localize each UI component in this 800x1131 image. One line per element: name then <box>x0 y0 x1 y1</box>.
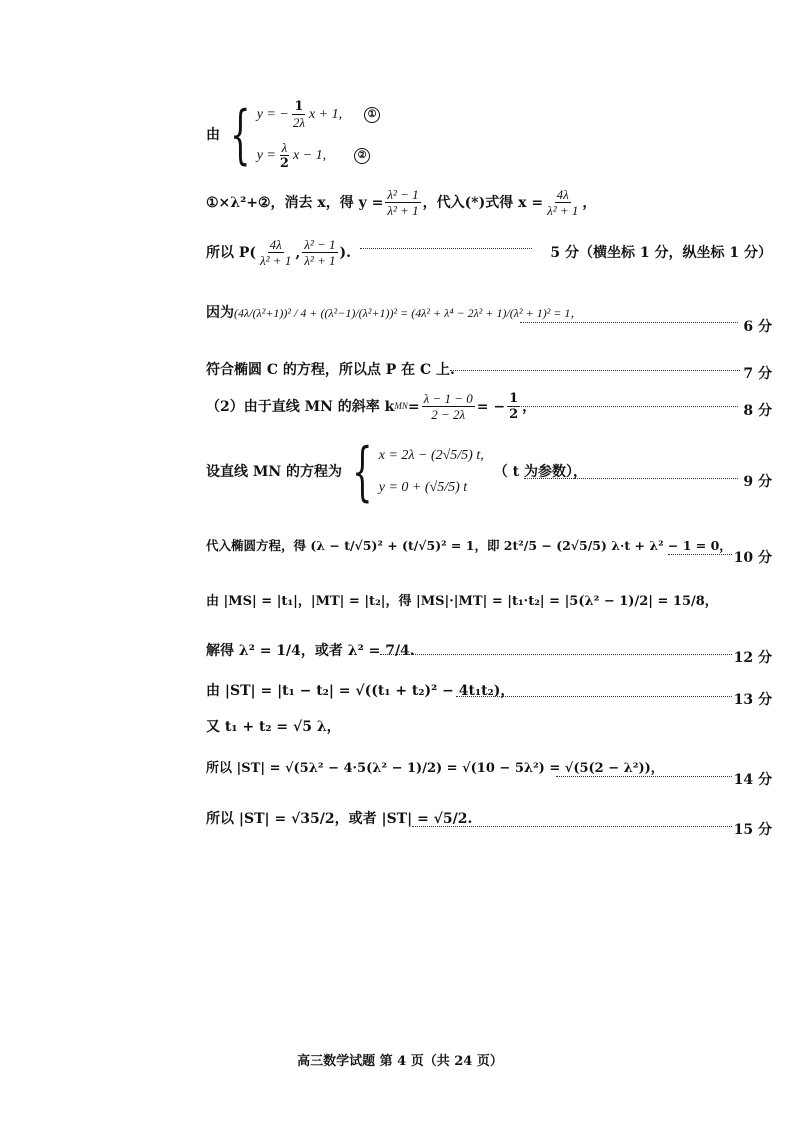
score-6: 6 分 <box>743 319 772 335</box>
score-5: 5 分（横坐标 1 分，纵坐标 1 分） <box>550 245 772 261</box>
eq2-num: λ <box>281 140 288 155</box>
line-substitute <box>206 540 732 553</box>
l3-den2: λ² + 1 <box>304 253 336 268</box>
marker-2: ② <box>354 148 370 164</box>
l11-text: 由 |ST| = |t₁ − t₂| = √((t₁ + t₂)² − 4t₁t₂)， <box>206 683 515 699</box>
system-row-1 <box>257 100 380 129</box>
l3-den1: λ² + 1 <box>260 253 292 268</box>
score-9: 9 分 <box>743 474 772 490</box>
l3-fraction-1 <box>258 238 293 267</box>
l2-fraction-x <box>545 188 580 217</box>
l6-end: ， <box>522 398 537 415</box>
eq2-fraction <box>278 141 291 170</box>
leader-dots <box>556 776 732 777</box>
param-row-x: x = 2λ − (2√5/5) t, <box>378 448 484 463</box>
system-row-2 <box>257 141 380 170</box>
marker-1: ① <box>364 107 380 123</box>
l2-den: λ² + 1 <box>387 203 419 218</box>
eq1-num: 1 <box>294 99 304 114</box>
l5-text: 符合椭圆 C 的方程，所以点 P 在 C 上. <box>206 362 455 378</box>
prefix-you: 由 <box>206 127 220 143</box>
leader-dots <box>512 406 738 407</box>
l10-text: 解得 λ² = 1/4，或者 λ² = 7/4. <box>206 643 415 659</box>
l9-text: 由 |MS| = |t₁|，|MT| = |t₂|，得 |MS|·|MT| = |t₁·t₂| = |5(λ² − 1)/2| = 15/8， <box>206 594 718 609</box>
system-rows <box>257 100 380 170</box>
score-13: 13 分 <box>733 692 772 708</box>
leader-dots <box>380 654 732 655</box>
l2-text: ①×λ²+②，消去 x，得 y = <box>206 194 384 211</box>
line-eliminate <box>206 188 596 217</box>
leader-dots <box>412 826 732 827</box>
eq2-left: y = <box>256 147 276 163</box>
l6-num: λ − 1 − 0 <box>423 391 473 406</box>
l3-text: 所以 P( <box>206 244 257 261</box>
l14-text: 所以 |ST| = √35/2，或者 |ST| = √5/2. <box>206 811 473 827</box>
line-product <box>206 595 718 608</box>
l8-text: 代入椭圆方程，得 (λ − t/√5)² + (t/√5)² = 1，即 2t²/5 − (2√5/5) λ·t + λ² − 1 = 0， <box>206 538 732 553</box>
l7-note: （ t 为参数）， <box>493 464 587 480</box>
l6-eq: = <box>407 398 420 415</box>
leader-dots <box>524 478 738 479</box>
score-12: 12 分 <box>733 650 772 666</box>
line-sum <box>206 720 341 734</box>
l6-den: 2 − 2λ <box>431 407 466 422</box>
eq2-den: 2 <box>279 156 289 171</box>
left-brace: { <box>230 98 251 172</box>
l3-num2: λ² − 1 <box>304 237 336 252</box>
param-row-y: y = 0 + (√5/5) t <box>378 480 468 495</box>
leader-dots <box>668 554 732 555</box>
equation-system-1 <box>206 100 380 170</box>
leader-dots <box>360 248 532 249</box>
line-st-expand <box>206 762 664 775</box>
leader-dots <box>450 370 740 371</box>
l6-sub: MN <box>394 401 408 411</box>
l4-expression: (4λ/(λ²+1))² / 4 + ((λ²−1)/(λ²+1))² = (4λ² + λ⁴ − 2λ² + 1)/(λ² + 1)² = 1， <box>234 306 583 320</box>
eq1-den: 2λ <box>292 115 305 130</box>
l2-mid: ，代入(*)式得 x = <box>422 194 544 211</box>
l2-num2: 4λ <box>556 187 569 202</box>
page-footer: 高三数学试题 第 4 页（共 24 页） <box>297 1054 503 1069</box>
l3-end: ). <box>339 244 352 261</box>
l13-text: 所以 |ST| = √(5λ² − 4·5(λ² − 1)/2) = √(10 − 5λ²) = √(5(2 − λ²))， <box>206 761 664 776</box>
l2-fraction-y <box>385 188 420 217</box>
l3-fraction-2 <box>302 238 337 267</box>
l12-text: 又 t₁ + t₂ = √5 λ， <box>206 719 341 735</box>
l6-fraction-1 <box>422 392 475 421</box>
l4-text: 因为 <box>206 305 234 321</box>
l7-text: 设直线 MN 的方程为 <box>206 464 343 480</box>
line-final <box>206 812 472 826</box>
l2-num: λ² − 1 <box>387 187 419 202</box>
line-verify <box>206 306 582 320</box>
l3-num1: 4λ <box>269 237 282 252</box>
line-conclusion <box>206 363 455 377</box>
score-8: 8 分 <box>743 403 772 419</box>
eq1-left: y = − <box>256 106 289 122</box>
line-parametric <box>206 435 587 509</box>
eq2-tail: x − 1, <box>292 147 327 163</box>
leader-dots <box>520 322 738 323</box>
leader-dots <box>456 696 732 697</box>
left-brace: { <box>352 435 373 509</box>
l3-sep: , <box>295 244 301 261</box>
l2-den2: λ² + 1 <box>547 203 579 218</box>
l6-den2: 2 <box>509 407 519 422</box>
eq1-fraction <box>291 100 307 129</box>
l6-text: （2）由于直线 MN 的斜率 k <box>206 398 395 415</box>
l6-eq2: = − <box>476 398 506 415</box>
l6-num2: 1 <box>509 391 519 406</box>
line-slope <box>206 392 536 421</box>
score-7: 7 分 <box>743 366 772 382</box>
l2-end: ， <box>582 194 597 211</box>
score-14: 14 分 <box>733 772 772 788</box>
score-10: 10 分 <box>733 550 772 566</box>
param-rows <box>379 449 484 495</box>
line-solve <box>206 644 415 658</box>
score-15: 15 分 <box>733 822 772 838</box>
eq1-tail: x + 1, <box>308 106 343 122</box>
